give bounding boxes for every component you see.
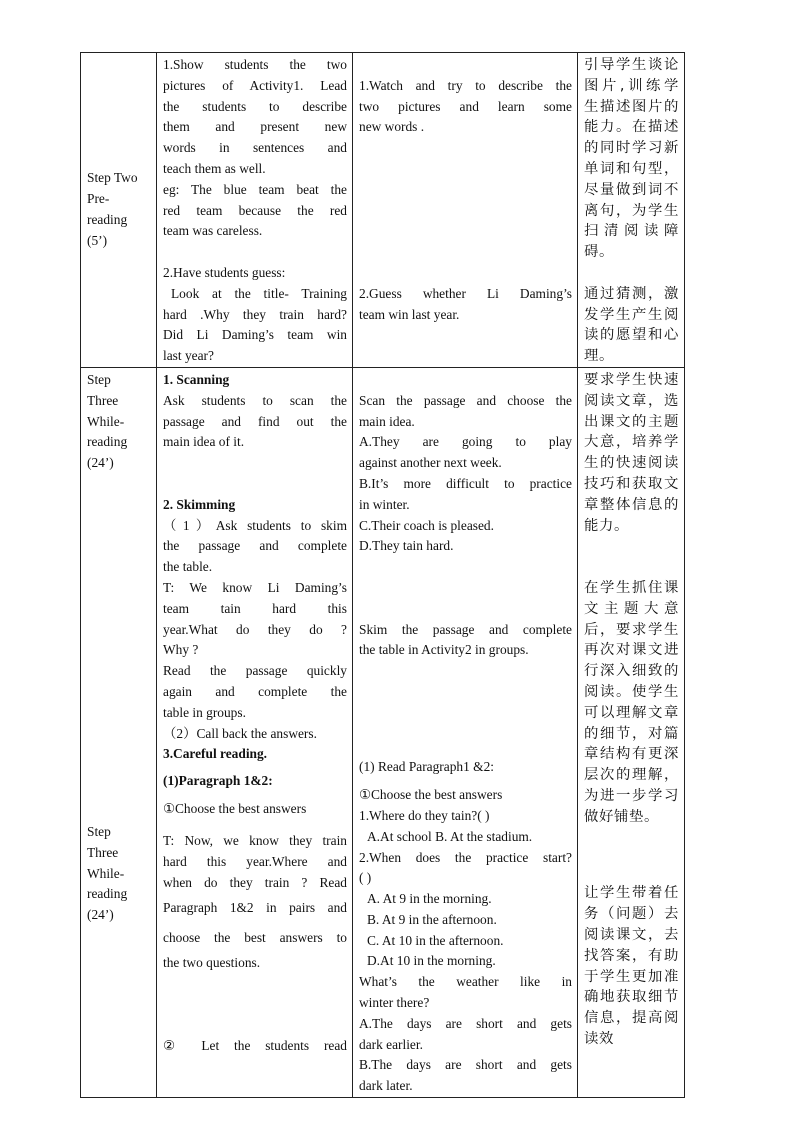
text-line: teach them as well. <box>163 160 266 176</box>
text-line: the passage and complete <box>163 538 347 554</box>
option-line: C. At 10 in the afternoon. <box>367 932 504 948</box>
text-line: hard this year.Where and <box>163 853 347 869</box>
spacer <box>359 661 572 755</box>
table-row-while-reading <box>81 367 685 1097</box>
spacer <box>163 453 347 495</box>
text-line: the two questions. <box>163 955 261 971</box>
stage-line: Three <box>87 844 119 860</box>
stage-label-while-reading-repeat <box>87 822 127 926</box>
text-line: two pictures and learn some <box>359 98 572 114</box>
stage-line: (24’) <box>87 907 114 923</box>
section-heading-skimming: 2. Skimming <box>163 496 236 512</box>
stage-line: reading <box>87 434 128 450</box>
text-line: the table in Activity2 in groups. <box>359 642 529 658</box>
stage-cell <box>81 53 157 368</box>
option-line: B.The days are short and gets <box>359 1057 572 1073</box>
design-purpose-cell <box>578 53 685 368</box>
text-line: Ask students to scan the <box>163 392 347 408</box>
purpose-text: 通过猜测，激发学生产生阅读的愿望和心理。 <box>584 285 679 365</box>
spacer <box>359 557 572 619</box>
question-line: winter there? <box>359 995 430 1011</box>
text-line: the table. <box>163 559 213 575</box>
text-line: in winter. <box>359 496 410 512</box>
text-line: the students to describe <box>163 98 347 114</box>
teacher-activity-cell <box>157 53 353 368</box>
text-line: again and complete the <box>163 683 347 699</box>
spacer <box>584 536 679 578</box>
option-line: A.The days are short and gets <box>359 1015 572 1031</box>
text-line: 1.Watch and try to describe the <box>359 77 572 93</box>
text-line: passage and find out the <box>163 413 347 429</box>
stage-line: Three <box>87 392 119 408</box>
stage-line: While- <box>87 865 125 881</box>
text-line: team was careless. <box>163 223 263 239</box>
text-line: team win last year. <box>359 306 460 322</box>
text-line: B.It’s more difficult to practice <box>359 475 572 491</box>
purpose-text: 在学生抓住课文主题大意后，要求学生再次对课文进行深入细致的阅读。使学生可以理解文章的细节，对篇章结构有更深层次的理解，为进一步学习做好铺垫。 <box>584 579 679 825</box>
text-line: Skim the passage and complete <box>359 621 572 637</box>
spacer <box>163 821 347 831</box>
stage-label-pre-reading <box>87 168 151 251</box>
text-line: 1.Show students the two <box>163 57 347 72</box>
spacer <box>163 974 347 1036</box>
text-line: team tain hard this <box>163 600 347 616</box>
text-line: Scan the passage and choose the <box>359 392 572 408</box>
text-line: (1) Read Paragraph1 &2: <box>359 759 494 775</box>
text-line: Did Li Daming’s team win <box>163 327 347 343</box>
question-line: What’s the weather like in <box>359 974 572 990</box>
paragraph-heading: (1)Paragraph 1&2: <box>163 773 273 789</box>
text-line: year.What do they do ? <box>163 621 347 637</box>
text-line: C.Their coach is pleased. <box>359 517 494 533</box>
purpose-text: 引导学生谈论图片,训练学生描述图片的能力。在描述的同时学习新单词和句型，尽量做到词不离句，为学生扫清阅读障碍。 <box>584 57 679 261</box>
text-line: ② Let the students read <box>163 1038 347 1054</box>
option-line: B. At 9 in the afternoon. <box>367 911 497 927</box>
lesson-plan-table <box>80 52 685 1098</box>
text-line: 2.Guess whether Li Daming’s <box>359 285 572 301</box>
stage-line: reading <box>87 886 128 902</box>
options-line: A.At school B. At the stadium. <box>367 828 533 844</box>
text-line: table in groups. <box>163 704 246 720</box>
stage-label-while-reading <box>87 370 151 474</box>
text-line: A.They are going to play <box>359 434 572 450</box>
text-line: eg: The blue team beat the <box>163 181 347 197</box>
spacer <box>359 55 572 76</box>
stage-line: reading <box>87 211 128 227</box>
text-line: T: We know Li Daming’s <box>163 579 347 595</box>
student-activity-cell <box>353 367 578 1097</box>
question-line: 1.Where do they tain?( ) <box>359 807 490 823</box>
text-line: red team because the red <box>163 202 347 218</box>
text-line: ①Choose the best answers <box>163 801 307 817</box>
text-line: them and present new <box>163 119 347 135</box>
section-heading-careful-reading: 3.Careful reading. <box>163 746 268 762</box>
text-line: Why ? <box>163 642 199 658</box>
stage-line: Step <box>87 371 111 387</box>
text-line: hard .Why they train hard? <box>163 306 347 322</box>
answer-blank: ( ) <box>359 870 372 886</box>
table-row-pre-reading <box>81 53 685 368</box>
text-line: words in sentences and <box>163 140 347 156</box>
section-heading-scanning: 1. Scanning <box>163 371 230 387</box>
text-line: last year? <box>163 348 214 364</box>
stage-line: Pre- <box>87 191 110 207</box>
option-line: D.At 10 in the morning. <box>367 953 496 969</box>
text-line: （2）Call back the answers. <box>163 725 317 741</box>
purpose-text: 让学生带着任务（问题）去阅读课文，去找答案，有助于学生更加准确地获取细节信息，提高阅读效 <box>584 885 679 1048</box>
text-line: ①Choose the best answers <box>359 787 503 803</box>
text-line: Look at the title- Training <box>171 285 347 301</box>
spacer <box>584 263 679 284</box>
spacer <box>584 827 679 883</box>
spacer <box>359 370 572 391</box>
stage-line: Step <box>87 823 111 839</box>
text-line: against another next week. <box>359 455 502 471</box>
purpose-text: 要求学生快速阅读文章，选出课文的主题大意，培养学生的快速阅读技巧和获取文章整体信息的能力。 <box>584 371 679 534</box>
stage-line: While- <box>87 413 125 429</box>
text-line: choose the best answers to <box>163 930 347 946</box>
text-line: when do they train ? Read <box>163 874 347 890</box>
option-line: dark later. <box>359 1078 413 1094</box>
stage-line: Step Two <box>87 170 138 186</box>
text-line: new words . <box>359 119 425 135</box>
option-line: dark earlier. <box>359 1036 423 1052</box>
text-line: main idea of it. <box>163 434 245 450</box>
teacher-activity-cell <box>157 367 353 1097</box>
text-line: D.They tain hard. <box>359 538 454 554</box>
option-line: A. At 9 in the morning. <box>367 891 492 907</box>
text-line: pictures of Activity1. Lead <box>163 77 347 93</box>
text-line: Paragraph 1&2 in pairs and <box>163 900 347 916</box>
design-purpose-cell <box>578 367 685 1097</box>
text-line: Read the passage quickly <box>163 663 347 679</box>
spacer <box>163 242 347 263</box>
student-activity-cell <box>353 53 578 368</box>
spacer <box>359 138 572 284</box>
stage-line: (5’) <box>87 232 108 248</box>
text-line: main idea. <box>359 413 415 429</box>
text-line: T: Now, we know they train <box>163 833 347 849</box>
question-line: 2.When does the practice start? <box>359 849 572 865</box>
stage-cell <box>81 367 157 1097</box>
stage-line: (24’) <box>87 455 114 471</box>
text-line: （1）Ask students to skim <box>163 517 347 533</box>
text-line: 2.Have students guess: <box>163 264 286 280</box>
